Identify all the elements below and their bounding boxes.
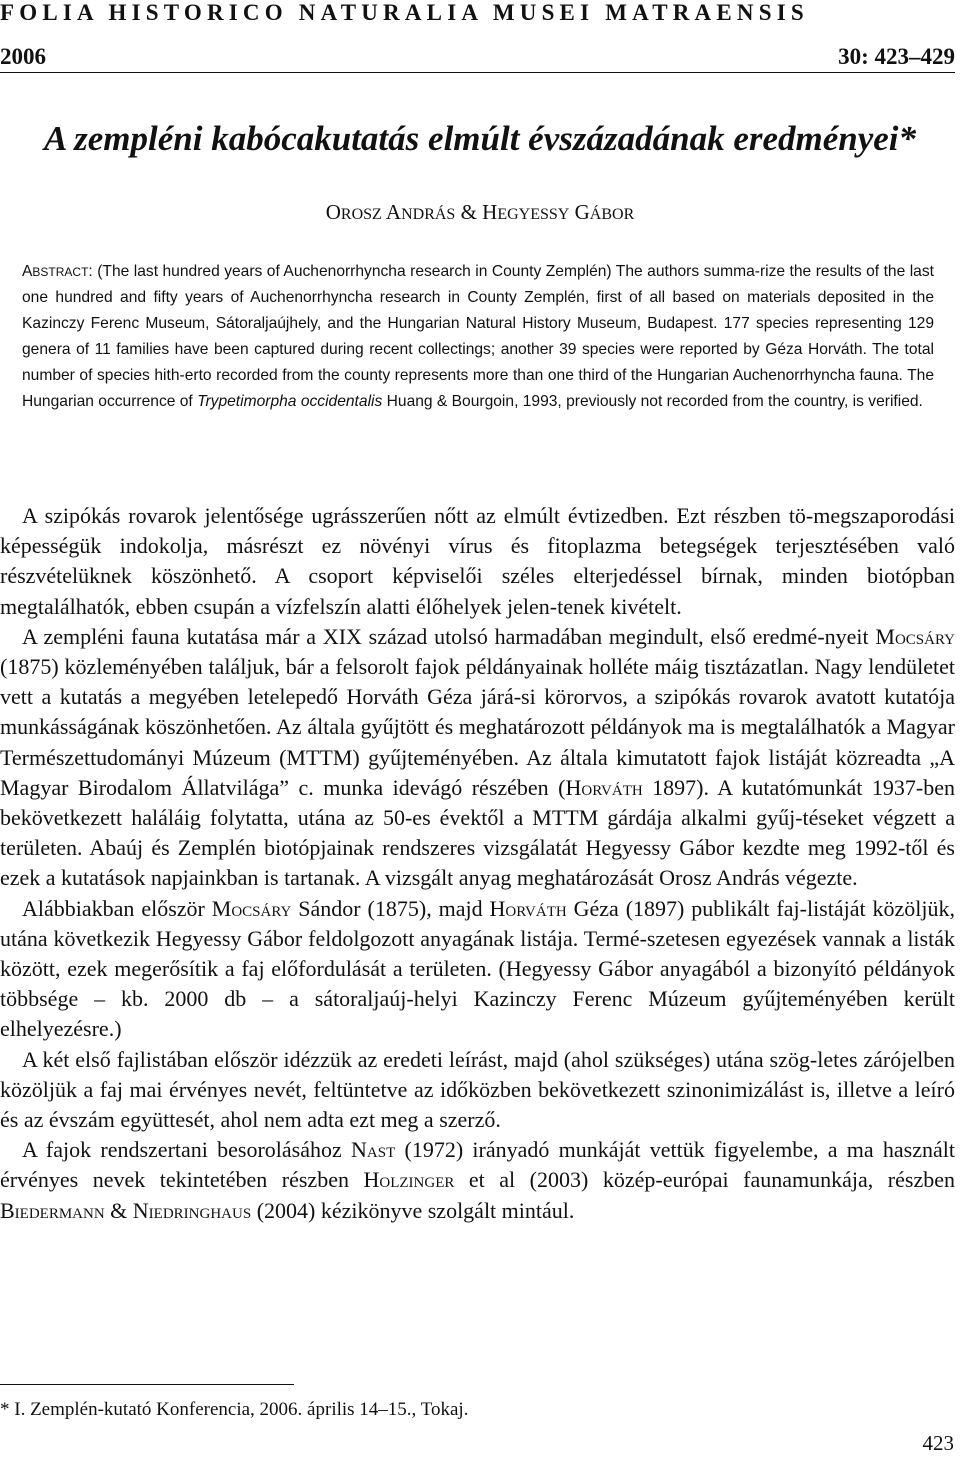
p3-text-c: Géza (1897) publikált faj-listáját közöljük, utána következik Hegyessy Gábor feldolgozott anyagának listája. Termé-szetesen egyezések vannak a listák között, ezek megerősítik a faj előfordulását a területen. (Hegyessy Gábor anyagából a bizonyító példányok többsége – kb. 2000 db – a sátoraljaúj-helyi Kazinczy Ferenc Múzeum gyűjteményében került elhelyezésre.) <box>0 895 956 1042</box>
issue-volume-pages: 30: 423–429 <box>838 44 955 69</box>
p2-text-b: (1875) közleményében találjuk, bár a felsorolt fajok példányainak holléte máig tisztázatlan. Nagy lendületet vett a kutatás a megyében letelepedő Horváth Géza járá-si körorvos, a szipókás rovarok avatott kutatója munkásságának köszönhetően. Az általa gyűjtött és meghatározott példányok ma is megtalálhatók a Magyar Természettudományi Múzeum (MTTM) gyűjteményében. Az általa kimutatott fajok listáját közreadta „A Magyar Birodalom Állatvilága” c. munka idevágó részében ( <box>0 654 955 800</box>
paragraph-5 <box>0 1135 955 1226</box>
p3-author-horvath: Horváth <box>489 895 567 921</box>
p5-author-nast: Nast <box>351 1137 396 1163</box>
author-1-initial: O <box>325 200 341 224</box>
p5-ampersand: & <box>104 1197 133 1223</box>
author-1-first-initial: A <box>385 200 402 224</box>
p2-text-c: 1897). A kutatómunkát 1937-ben bekövetkezett haláláig folytatta, utána az 50-es évektől a MTTM gárdája alkalmi gyűj-téseket végzett a területen. Abaúj és Zemplén biotópjainak rendszeres vizsgálatát Hegyessy Gábor kezdte meg 1992-től és ezek a kutatások napjainkban is tartanak. A vizsgált anyag meghatározását Orosz András végezte. <box>0 774 955 891</box>
paragraph-1: A szipókás rovarok jelentősége ugrásszerűen nőtt az elmúlt évtizedben. Ezt részben tö-megszaporodási képességük indokolja, másrészt ez növényi vírus és fitoplazma betegségek terjesztésében való részvételüknek köszönhető. A csoport képviselői széles elterjedéssel bírnak, minden biotópban megtalálhatók, ebben csupán a vízfelszín alatti élőhelyek jelen-tenek kivételt. <box>0 503 955 619</box>
author-2-first-rest: ÁBOR <box>589 206 635 223</box>
p5-text-b: (1972) irányadó munkáját vettük figyelembe, a ma használt érvényes nevek tekintetében részben <box>0 1137 955 1193</box>
author-1-first-rest: NDRÁS <box>401 206 456 223</box>
author-ampersand: & <box>460 200 477 224</box>
p2-text-a: A zempléni fauna kutatása már a XIX század utolsó harmadában megindult, első eredmé-nyeit <box>22 623 876 649</box>
p5-author-holzinger: Holzinger <box>363 1167 455 1193</box>
issue-year: 2006 <box>0 44 46 69</box>
paragraph-4: A két első fajlistában először idézzük az eredeti leírást, majd (ahol szükséges) utána szög-letes zárójelben közöljük a faj mai érvényes nevét, feltüntetve az időközben bekövetkezett szinonimizálást is, illetve a leíró és az évszám együttesét, ahol nem adta ezt meg a szerző. <box>0 1046 955 1133</box>
p2-author-horvath: Horváth <box>565 774 643 800</box>
article-body <box>0 501 955 1226</box>
abstract-text-2: Huang & Bourgoin, 1993, previously not recorded from the country, is verified. <box>382 393 923 410</box>
p5-text-c: et al (2003) közép-európai faunamunkája, részben <box>454 1167 955 1193</box>
author-2-rest: EGYESSY <box>497 206 570 223</box>
p5-text-a: A fajok rendszertani besorolásához <box>22 1137 352 1163</box>
page-number: 423 <box>922 1431 954 1455</box>
abstract-label-colon: : <box>88 263 93 280</box>
article-authors <box>0 200 960 227</box>
abstract-species-name: Trypetimorpha occidentalis <box>197 393 383 410</box>
author-1-rest: ROSZ <box>340 206 382 223</box>
abstract-text-1: (The last hundred years of Auchenorrhyncha research in County Zemplén) The authors summa-rize the results of the last one hundred and fifty years of Auchenorrhyncha research in County Zemplén, first of all based on materials deposited in the Kazinczy Ferenc Museum, Sátoraljaújhely, and the Hungarian Natural History Museum, Budapest. 177 species representing 129 genera of 11 families have been captured during recent collectings; another 39 species were reported by Géza Horváth. The total number of species hith-erto recorded from the county represents more than one third of the Hungarian Auchenorrhyncha fauna. The Hungarian occurrence of <box>22 263 934 410</box>
journal-title: FOLIA HISTORICO NATURALIA MUSEI MATRAENSIS <box>0 0 809 25</box>
author-2-initial: H <box>482 200 498 224</box>
p5-author-biedermann: Biedermann <box>0 1197 105 1223</box>
article-title: A zempléni kabócakutatás elmúlt évszázadának eredményei* <box>43 119 917 158</box>
paragraph-2 <box>0 622 955 894</box>
p2-author-mocsary: Mocsáry <box>875 623 955 649</box>
author-2-first-initial: G <box>574 200 590 224</box>
abstract-label-rest: BSTRACT <box>32 265 89 279</box>
p3-author-mocsary: Mocsáry <box>211 895 292 921</box>
abstract <box>22 259 934 415</box>
paragraph-3 <box>0 894 955 1045</box>
p3-text-a: Alábbiakban először <box>22 895 212 921</box>
abstract-label-initial: A <box>22 263 33 280</box>
footnote: * I. Zemplén-kutató Konferencia, 2006. április 14–15., Tokaj. <box>0 1399 469 1420</box>
p3-text-b: Sándor (1875), majd <box>291 895 490 921</box>
p5-author-niedringhaus: Niedringhaus <box>132 1197 252 1223</box>
footnote-rule <box>0 1384 294 1385</box>
issue-line <box>0 44 955 73</box>
p5-text-d: (2004) kézikönyve szolgált mintául. <box>251 1197 575 1223</box>
